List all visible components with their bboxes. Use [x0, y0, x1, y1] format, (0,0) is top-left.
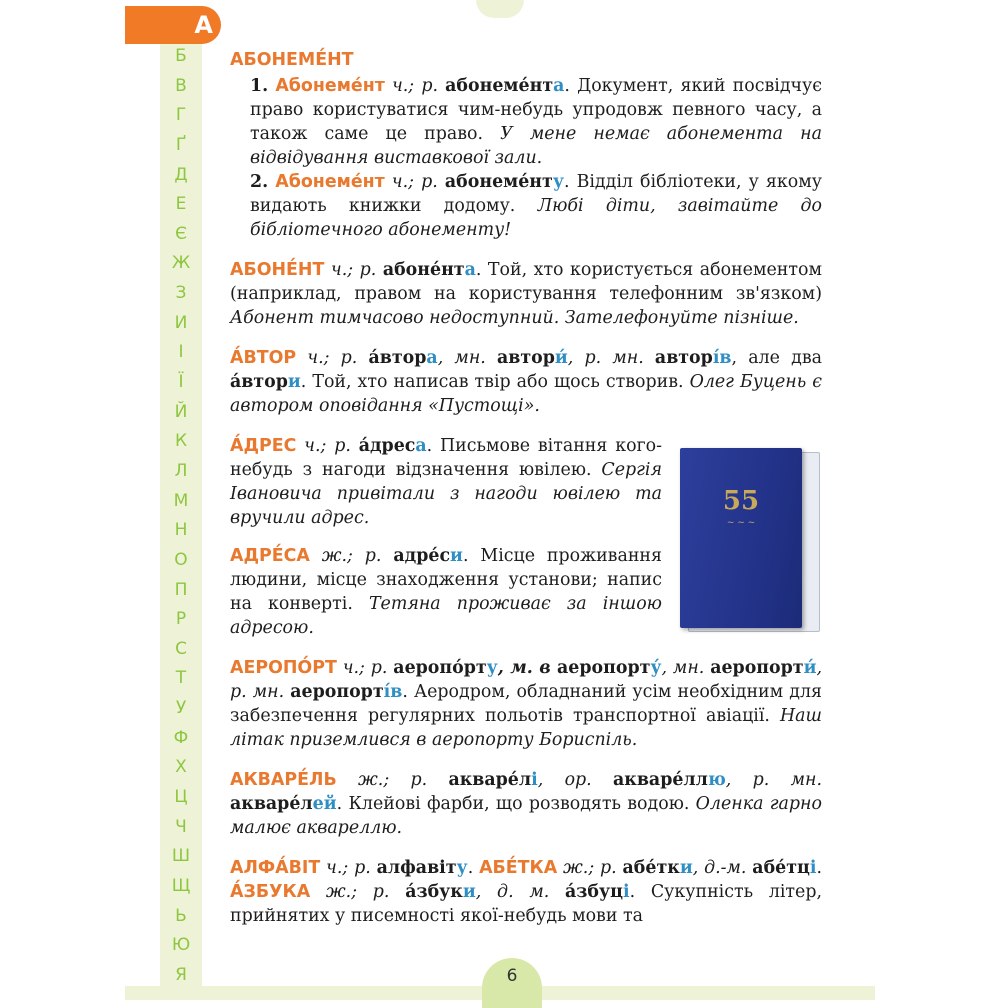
entry-adresa: АДРЕ́СА ж.; р. адрéси. Місце проживання людини, місце знаходження установи; напис на конверті. Тетяна проживає за іншою адресою. [230, 546, 662, 638]
entry-example: Абонент тимчасово недоступний. Зателефонуйте пізніше. [230, 308, 799, 328]
alphabet-letter[interactable]: Ґ [175, 134, 187, 155]
alphabet-letter[interactable]: Ц [174, 787, 188, 808]
entry-akvarel: АКВАРЕ́ЛЬ ж.; р. акварéлі, ор. акварéллю, р. мн. акварéлей. Клейові фарби, що розводять водою. Оленка гарно малює аквареллю. [230, 770, 822, 838]
alphabet-letter[interactable]: Ш [171, 846, 191, 867]
sense-example: У мене немає абонемента на відвідування виставкової зали. [250, 124, 822, 168]
entry-definition: . Аеродром, обладнаний усім необхідним для забезпечення регулярних польотів транспортної авіації. [230, 682, 822, 726]
alphabet-letter[interactable]: Ж [171, 253, 191, 274]
entry-example: Сергія Івановича привітали з нагоди ювілею та вручили адрес. [230, 460, 662, 528]
entry-headword: А́ВТОР [230, 348, 297, 368]
folder-ornament-icon: ~ ~ ~ [726, 518, 756, 528]
alphabet-letter[interactable]: Ю [171, 935, 191, 956]
entry-headword-synonym: А́ЗБУКА [230, 882, 311, 902]
entry-abonent: АБОНЕ́НТ ч.; р. абонéнта. Той, хто користується абонементом (наприклад, правом на користування телефонним зв'язком) Абонент тимчасово недоступний. Зателефонуйте пізніше. [230, 260, 822, 328]
sense-example: Любі діти, завітайте до бібліотечного абонементу! [250, 196, 822, 240]
sense-definition: . Документ, який посвідчує право користуватися чим-небудь упродовж певного часу, а також саме це право. [250, 76, 823, 144]
page-number: 6 [506, 966, 518, 986]
alphabet-letter[interactable]: У [175, 698, 187, 719]
alphabet-letter[interactable]: Щ [171, 875, 191, 896]
sense-headword: Абонеме́нт [275, 76, 385, 96]
entry-headword: АБОНЕМЕ́НТ [230, 50, 354, 70]
alphabet-letter[interactable]: В [175, 75, 187, 96]
entry-sense-1: 1. Абонеме́нт ч.; р. абонемéнта. Документ, який посвідчує право користуватися чим-небудь упродовж певного часу, а також саме це право. У мене немає абонемента на відвідування виставкової зали. [250, 76, 823, 168]
entry-headword: АЕРОПО́РТ [230, 658, 337, 678]
alphabet-letter[interactable]: О [174, 549, 188, 570]
entry-definition: . Місце проживання людини, місце знаходження установи; напис на конверті. [230, 546, 662, 614]
alphabet-letter[interactable]: З [175, 283, 187, 304]
alphabet-letter[interactable]: Л [174, 460, 188, 481]
alphabet-letter[interactable]: Є [175, 223, 187, 244]
entry-definition: . Клейові фарби, що розводять водою. [336, 794, 696, 814]
entry-aeroport: АЕРОПО́РТ ч.; р. аеропóрту, м. в аеропорту́, мн. аеропорти́, р. мн. аеропорті́в. Аеродром, обладнаний усім необхідним для забезпечення регулярних польотів транспортної авіації. Наш літак приземлився в аеропорту Бориспіль. [230, 658, 822, 750]
alphabet-letter[interactable]: И [174, 312, 188, 333]
entry-definition: . Той, хто написав твір або щось створив. [300, 372, 690, 392]
sense-definition: . Відділ бібліотеки, у якому видають книжки додому. [250, 172, 823, 216]
alphabet-letter[interactable]: Е [175, 194, 187, 215]
alphabet-letter[interactable]: Н [174, 520, 188, 541]
entry-example: Наш літак приземлився в аеропорту Бориспіль. [230, 706, 822, 750]
entry-headword: АБОНЕ́НТ [230, 260, 325, 280]
alphabet-letter[interactable]: М [173, 490, 189, 511]
alphabet-letter[interactable]: Й [174, 401, 188, 422]
alphabet-letter[interactable]: Д [174, 164, 188, 185]
entry-headword: АЛФА́ВІТ [230, 858, 321, 878]
alphabet-letter[interactable]: Б [175, 46, 187, 66]
entry-adres: А́ДРЕС ч.; р. áдреса. Письмове вітання кого-небудь з нагоди відзначення ювілею. Сергія Івановича привітали з нагоди ювілею та вручили адрес. [230, 436, 662, 528]
alphabet-letter[interactable]: Ї [178, 372, 184, 393]
current-letter-tab[interactable]: А [125, 6, 221, 44]
entry-headword-synonym: АБЕ́ТКА [479, 858, 558, 878]
alphabet-letter[interactable]: Р [175, 609, 187, 630]
entry-headword: АКВАРЕ́ЛЬ [230, 770, 337, 790]
entry-abonement [230, 48, 822, 242]
entry-headword: А́ДРЕС [230, 436, 297, 456]
sense-headword: Абонеме́нт [275, 172, 385, 192]
folder-cover [680, 448, 802, 628]
alphabet-index [160, 44, 202, 992]
folder-jubilee-number: 55 [722, 486, 760, 516]
entry-example: Олег Буцень є автором оповідання «Пустощі». [230, 372, 822, 416]
alphabet-letter[interactable]: С [175, 638, 187, 659]
alphabet-letter[interactable]: П [174, 579, 188, 600]
entry-avtor: А́ВТОР ч.; р. áвтора, мн. автори́, р. мн. авторі́в, але два áвтори. Той, хто написав твір або щось створив. Олег Буцень є автором оповідання «Пустощі». [230, 348, 822, 416]
alphabet-letter[interactable]: Ф [173, 727, 189, 748]
entry-example: Тетяна проживає за іншою адресою. [230, 594, 662, 638]
alphabet-letter[interactable]: Я [175, 964, 187, 985]
entry-definition: . Той, хто користується абонементом (наприклад, правом на користування телефонним зв'язком) [230, 260, 822, 304]
entry-example: Оленка гарно малює аквареллю. [230, 794, 822, 838]
top-tab-decoration [476, 0, 524, 18]
alphabet-letter[interactable]: Т [175, 668, 187, 689]
alphabet-letter[interactable]: К [174, 431, 188, 452]
entry-definition: . Письмове вітання кого-небудь з нагоди відзначення ювілею. [230, 436, 662, 480]
jubilee-folder-image [680, 448, 820, 632]
entry-definition: . Сукупність літер, прийнятих у писемності якої-небудь мови та [230, 882, 822, 926]
alphabet-letter[interactable]: Ь [175, 905, 187, 926]
entry-headword: АДРЕ́СА [230, 546, 310, 566]
alphabet-letter[interactable]: Х [175, 757, 187, 778]
entry-alfavit: АЛФА́ВІТ ч.; р. алфавіту. АБЕ́ТКА ж.; р. абéтки, д.-м. абéтці. А́ЗБУКА ж.; р. áзбуки, д. м. áзбуці. Сукупність літер, прийнятих у писемності якої-небудь мови та [230, 858, 822, 926]
alphabet-letter[interactable]: І [178, 342, 184, 363]
alphabet-letter[interactable]: Г [175, 105, 187, 126]
alphabet-letter[interactable]: Ч [175, 816, 187, 837]
entry-sense-2: 2. Абонеме́нт ч.; р. абонемéнту. Відділ бібліотеки, у якому видають книжки додому. Любі діти, завітайте до бібліотечного абонементу! [250, 172, 823, 240]
